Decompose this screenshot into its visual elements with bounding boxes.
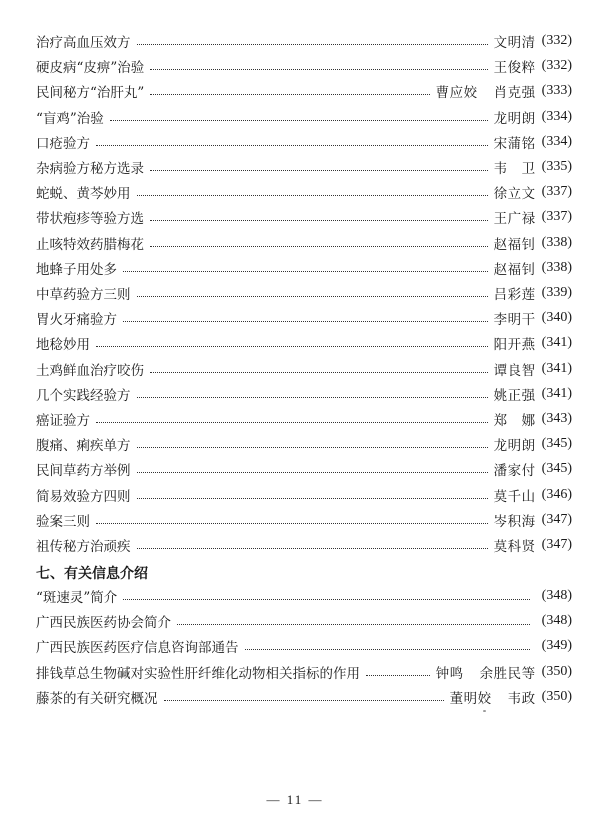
entry-author: 郑 娜 — [493, 413, 536, 429]
entry-page: (348) — [541, 613, 572, 629]
entry-page: (334) — [541, 133, 572, 149]
entry-page: (341) — [541, 335, 572, 351]
entry-author: 余胜民等 — [479, 665, 536, 682]
entry-title: 广西民族医药协会简介 — [36, 615, 171, 632]
entry-page: (339) — [541, 285, 572, 300]
dot-leader — [137, 497, 488, 499]
entry-page: (348) — [541, 588, 572, 603]
entry-coauthor: 曹应姣 — [435, 85, 478, 102]
entry-page: (347) — [541, 511, 572, 527]
entry-page: (333) — [541, 83, 572, 99]
dot-leader — [123, 598, 529, 600]
entry-page: (345) — [541, 461, 572, 477]
toc-entry — [36, 635, 572, 657]
entry-title: 祖传秘方治顽疾 — [36, 539, 131, 555]
paper-speck — [483, 710, 486, 712]
entry-title: 蛇蜕、黄芩妙用 — [36, 186, 131, 203]
dot-leader — [245, 648, 530, 650]
dot-leader — [137, 471, 488, 473]
toc-entry — [36, 458, 572, 480]
dot-leader — [96, 522, 488, 524]
toc-entry — [36, 383, 572, 405]
entry-page: (338) — [541, 234, 572, 250]
entry-author: 莫千山 — [493, 488, 536, 505]
entry-title: 藤茶的有关研究概况 — [36, 690, 158, 707]
entry-page: (346) — [541, 486, 572, 502]
entry-author: 徐立文 — [493, 186, 536, 203]
toc-entry — [36, 80, 572, 102]
entry-author: 阳开燕 — [493, 337, 536, 354]
dot-leader — [150, 219, 488, 221]
dot-leader — [366, 674, 430, 676]
toc-entry — [36, 433, 572, 455]
toc-entry — [36, 358, 572, 380]
entry-author: 李明干 — [493, 312, 536, 329]
entry-author: 龙明朗 — [493, 438, 536, 455]
toc-entry — [36, 610, 572, 632]
entry-page: (340) — [541, 310, 572, 326]
dot-leader — [150, 93, 429, 95]
entry-title: 止咳特效药腊梅花 — [36, 236, 144, 253]
entry-page: (350) — [541, 663, 572, 679]
toc-entry — [36, 686, 572, 708]
toc-entry — [36, 30, 572, 52]
entry-page: (338) — [541, 259, 572, 275]
entry-page: (349) — [541, 638, 572, 654]
toc-entry — [36, 156, 572, 178]
dot-leader — [96, 144, 488, 146]
entry-title: 地蜂子用处多 — [36, 261, 117, 278]
dot-leader — [164, 699, 444, 701]
section-heading: 七、有关信息介绍 — [36, 566, 148, 582]
dot-leader — [137, 43, 488, 45]
entry-author: 赵福钊 — [493, 236, 536, 253]
dot-leader — [177, 623, 530, 625]
entry-page: (332) — [541, 33, 572, 48]
entry-author: 王广禄 — [493, 211, 536, 228]
entry-page: (345) — [541, 436, 572, 452]
dot-leader — [137, 295, 488, 297]
dot-leader — [137, 194, 488, 196]
entry-title: 胃火牙痛验方 — [36, 312, 117, 329]
toc-entry — [36, 509, 572, 531]
entry-author: 韦 卫 — [493, 161, 536, 177]
entry-author: 肖克强 — [493, 85, 536, 102]
dot-leader — [96, 421, 488, 423]
entry-author: 姚正强 — [493, 387, 536, 404]
entry-title: 土鸡鲜血治疗咬伤 — [36, 362, 144, 379]
entry-page: (334) — [541, 108, 572, 124]
dot-leader — [123, 270, 488, 272]
entry-title: 硬皮病“皮痹”治验 — [36, 60, 145, 77]
page-number-footer: — 11 — — [266, 792, 324, 807]
entry-page: (332) — [541, 58, 572, 74]
toc-entry — [36, 408, 572, 430]
toc-entry — [36, 282, 572, 304]
dot-leader — [150, 245, 488, 247]
entry-author: 文明清 — [493, 35, 536, 51]
toc-entry — [36, 131, 572, 153]
entry-title: 简易效验方四则 — [36, 488, 131, 505]
entry-title: 中草药验方三则 — [36, 287, 131, 303]
toc-entry — [36, 206, 572, 228]
entry-page: (341) — [541, 385, 572, 401]
entry-author: 莫科贤 — [493, 539, 536, 555]
entry-page: (341) — [541, 360, 572, 376]
toc-entry — [36, 332, 572, 354]
dot-leader — [137, 396, 488, 398]
entry-page: (350) — [541, 688, 572, 704]
entry-title: 广西民族医药医疗信息咨询部通告 — [36, 640, 239, 657]
toc-entry — [36, 534, 572, 556]
entry-title: 民间秘方“治肝丸” — [36, 85, 145, 102]
entry-page: (343) — [541, 411, 572, 426]
entry-author: 谭良智 — [493, 362, 536, 379]
toc-entry — [36, 106, 572, 128]
toc-entry — [36, 307, 572, 329]
entry-title: 验案三则 — [36, 513, 90, 530]
toc-entry — [36, 661, 572, 683]
dot-leader — [137, 547, 488, 549]
entry-title: 带状疱疹等验方选 — [36, 211, 144, 228]
entry-title: 民间草药方举例 — [36, 463, 131, 480]
entry-author: 赵福钊 — [493, 261, 536, 278]
entry-author: 韦政 — [507, 690, 536, 707]
entry-page: (335) — [541, 159, 572, 174]
dot-leader — [150, 68, 487, 70]
entry-title: 口疮验方 — [36, 135, 90, 152]
entry-author: 吕彩莲 — [493, 287, 536, 303]
entry-author: 宋蒲铭 — [493, 135, 536, 152]
toc-entry — [36, 181, 572, 203]
entry-title: 排钱草总生物碱对实验性肝纤维化动物相关指标的作用 — [36, 665, 360, 682]
toc-entry — [36, 585, 572, 607]
entry-author: 潘家付 — [493, 463, 536, 480]
dot-leader — [110, 119, 488, 121]
dot-leader — [96, 345, 488, 347]
entry-title: “斑速灵”简介 — [36, 590, 118, 606]
entry-title: 治疗高血压效方 — [36, 35, 131, 51]
entry-title: “盲鸡”治验 — [36, 110, 104, 127]
entry-author: 王俊粹 — [493, 60, 536, 77]
entry-title: 腹痛、痢疾单方 — [36, 438, 131, 455]
entry-author: 岑积海 — [493, 513, 536, 530]
dot-leader — [123, 320, 488, 322]
entry-page: (337) — [541, 209, 572, 225]
entry-coauthor: 钟鸣 — [435, 665, 464, 682]
entry-title: 杂病验方秘方选录 — [36, 161, 144, 177]
entry-page: (337) — [541, 184, 572, 200]
entry-page: (347) — [541, 537, 572, 552]
dot-leader — [150, 169, 488, 171]
entry-author: 龙明朗 — [493, 110, 536, 127]
toc-entry — [36, 55, 572, 77]
dot-leader — [150, 371, 488, 373]
entry-title: 地稔妙用 — [36, 337, 90, 354]
toc-entry — [36, 232, 572, 254]
dot-leader — [137, 446, 488, 448]
entry-coauthor: 董明姣 — [449, 690, 492, 707]
entry-title: 几个实践经验方 — [36, 387, 131, 404]
entry-title: 癌证验方 — [36, 413, 90, 429]
toc-entry — [36, 484, 572, 506]
toc-entry — [36, 257, 572, 279]
